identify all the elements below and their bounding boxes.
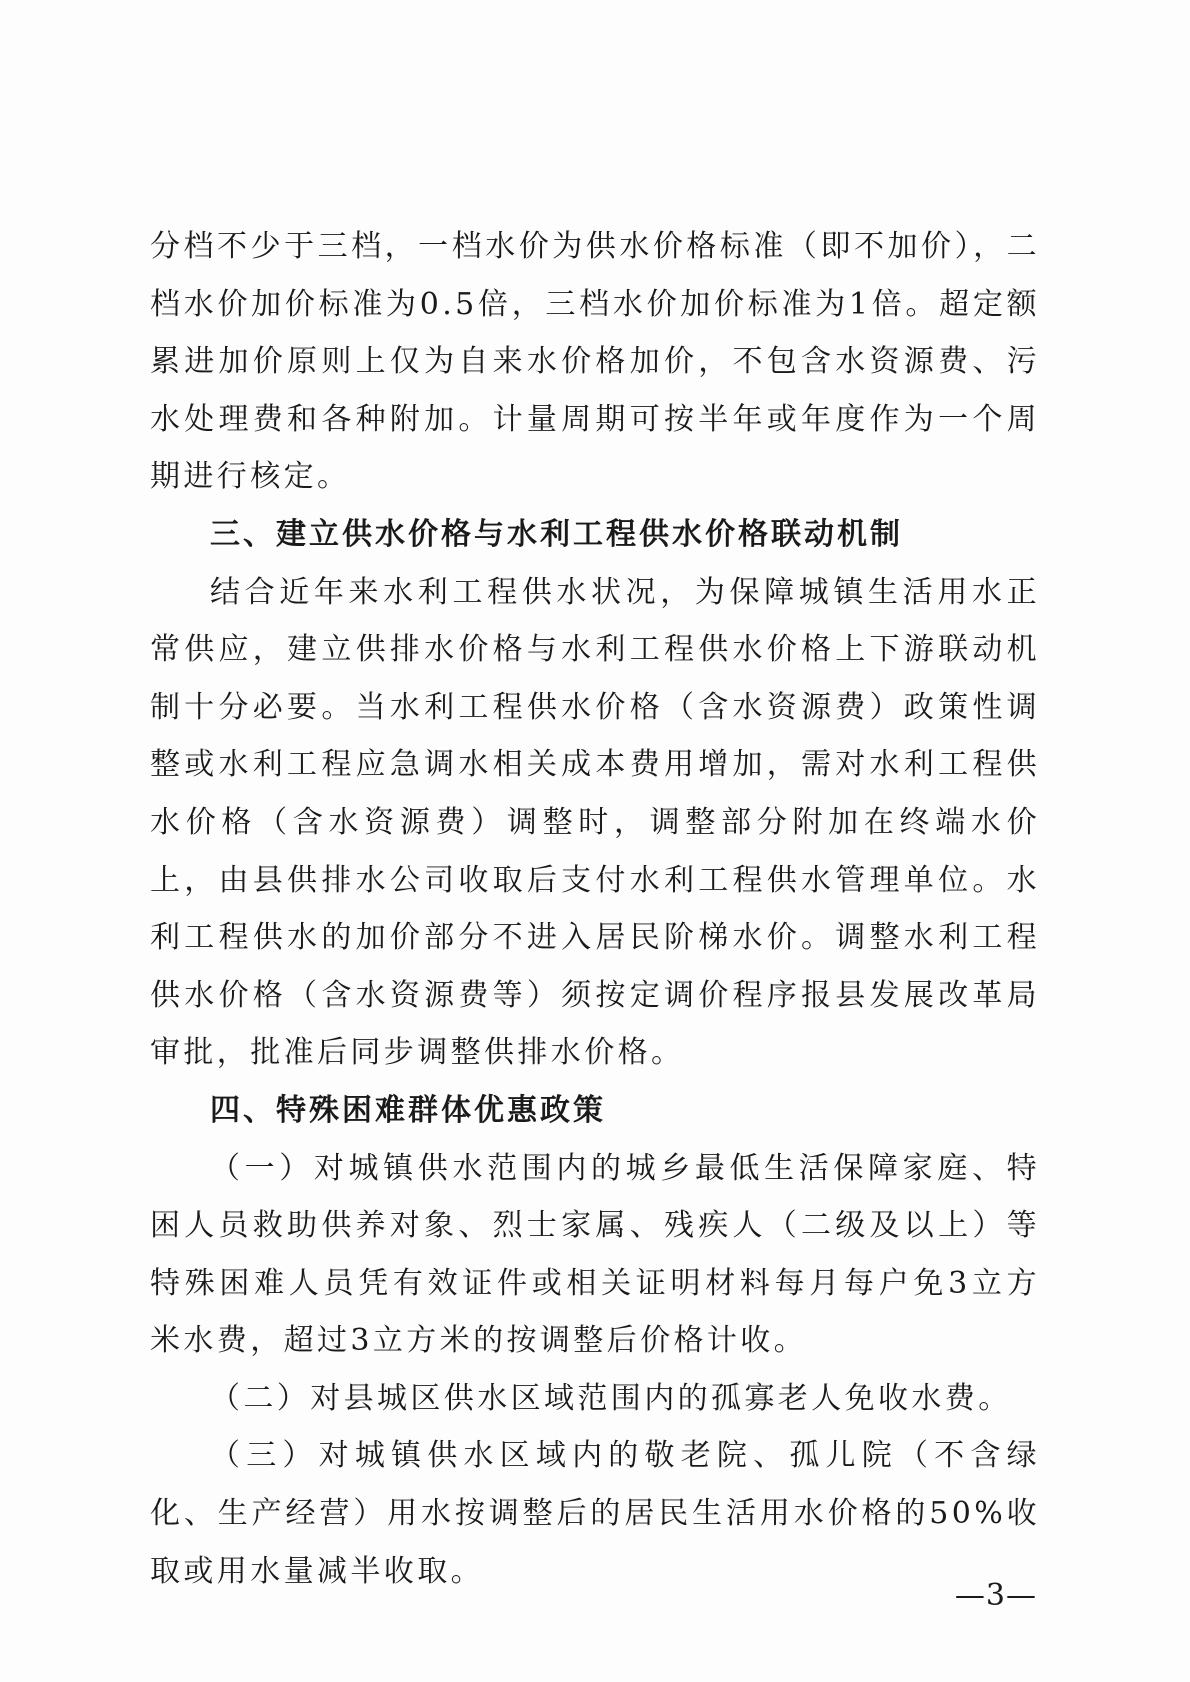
page-number: —3— — [954, 1578, 1037, 1613]
paragraph-policy-item-1: （一）对城镇供水范围内的城乡最低生活保障家庭、特困人员救助供养对象、烈士家属、残疾人（二级及以上）等特殊困难人员凭有效证件或相关证明材料每月每户免3立方米水费，超过3立方米的按调整后价格计收。 — [150, 1150, 1040, 1359]
document-body — [150, 218, 1040, 1600]
section-heading-3: 三、建立供水价格与水利工程供水价格联动机制 — [210, 516, 903, 552]
paragraph-policy-item-2: （二）对县城区供水区域范围内的孤寡老人免收水费。 — [210, 1380, 1012, 1416]
paragraph-policy-item-3: （三）对城镇供水区域内的敬老院、孤儿院（不含绿化、生产经营）用水按调整后的居民生活用水价格的50%收取或用水量减半收取。 — [150, 1438, 1040, 1589]
section-heading-4: 四、特殊困难群体优惠政策 — [210, 1092, 606, 1128]
paragraph-linkage-mechanism: 结合近年来水利工程供水状况，为保障城镇生活用水正常供应，建立供排水价格与水利工程供水价格上下游联动机制十分必要。当水利工程供水价格（含水资源费）政策性调整或水利工程应急调水相关成本费用增加，需对水利工程供水价格（含水资源费）调整时，调整部分附加在终端水价上，由县供排水公司收取后支付水利工程供水管理单位。水利工程供水的加价部分不进入居民阶梯水价。调整水利工程供水价格（含水资源费等）须按定调价程序报县发展改革局审批，批准后同步调整供排水价格。 — [150, 574, 1040, 1071]
paragraph-tiered-pricing: 分档不少于三档，一档水价为供水价格标准（即不加价），二档水价加价标准为0.5倍，三档水价加价标准为1倍。超定额累进加价原则上仅为自来水价格加价，不包含水资源费、污水处理费和各种附加。计量周期可按半年或年度作为一个周期进行核定。 — [150, 229, 1040, 495]
